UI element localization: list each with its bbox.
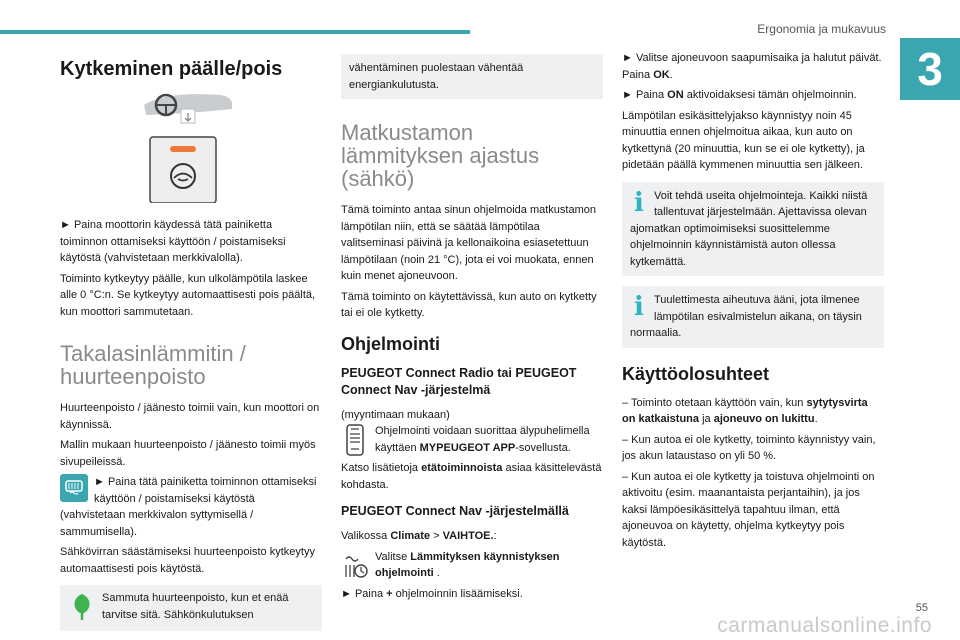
eco-leaf-icon	[68, 590, 96, 624]
para-takalasi-4: Sähkövirran säästämiseksi huurteenpoisto kytkeytyy automaattisesti pois käytöstä.	[60, 546, 315, 575]
climate-timer-icon	[341, 549, 369, 583]
para-kytkeminen-2: Toiminto kytkeytyy päälle, kun ulkolämpötila laskee alle 0 °C:n. Se kytkeytyy automaattisesti pois päältä, kun moottori sammutetaan.	[60, 272, 316, 318]
eco-tip-box: Sammuta huurteenpoisto, kun et enää tarvitse sitä. Sähkönkulutuksen	[60, 585, 322, 631]
heading-nav: PEUGEOT Connect Nav -järjestelmällä	[341, 504, 569, 518]
para-takalasi-1: Huurteenpoisto / jäänesto toimii vain, kun moottori on käynnissä.	[60, 402, 320, 431]
heading-radio: PEUGEOT Connect Radio tai PEUGEOT Connect Nav -järjestelmä	[341, 365, 577, 397]
para-ajastus-1: Tämä toiminto antaa sinun ohjelmoida matkustamon lämpötilan niin, että se säätää lämpötilaa valitseminasi päivinä ja kellonaikoina esiasetettuun lämpötilaan (noin 21 °C), jota ei voi muokata, ennen kuin menet ajoneuvoon.	[341, 204, 596, 282]
heading-kytkeminen: Kytkeminen päälle/pois	[60, 58, 283, 80]
para-ajastus-2: Tämä toiminto on käytettävissä, kun auto on kytketty tai ei ole kytketty.	[341, 290, 597, 319]
para-esikasittely: Lämpötilan esikäsittelyjakso käynnistyy noin 45 minuuttia ennen ohjelmoitua aikaa, kun auto on kytkettynä (20 minuuttia, kun se ei ole kytketty), ja pidetään päällä kymmenen minuuttia sen jälkeen.	[622, 109, 865, 171]
heading-ajastus: Matkustamon lämmityksen ajastus (sähkö)	[341, 120, 540, 191]
column-1	[60, 50, 322, 639]
para-lisaa: ► Paina + ohjelmoinnin lisäämiseksi.	[341, 587, 523, 600]
rear-defrost-icon	[60, 474, 88, 502]
info-icon: i	[634, 187, 644, 218]
para-kaytto-2: – Kun autoa ei ole kytketty, toiminto käynnistyy vain, jos akun lataustaso on yli 50 %.	[622, 433, 876, 462]
para-etatoiminnot: Katso lisätietoja etätoiminnoista asiaa käsittelevästä kohdasta.	[341, 462, 602, 491]
page-number: 55	[915, 602, 928, 614]
header-title: Ergonomia ja mukavuus	[757, 22, 886, 36]
header-bar	[0, 30, 470, 34]
steering-wheel-illustration	[60, 91, 322, 203]
smartphone-icon	[341, 423, 369, 457]
para-valikko: Valikossa Climate > VAIHTOE.:	[341, 530, 497, 542]
para-aktivoi: ► Paina ON aktivoidaksesi tämän ohjelmoinnin.	[622, 89, 857, 101]
para-kytkeminen-1: ► Paina moottorin käydessä tätä painiketta toiminnon ottamiseksi käyttöön / poistamiseksi käytöstä (vahvistetaan merkkivalolla).	[60, 219, 286, 264]
para-app: Ohjelmointi voidaan suorittaa älypuhelimella käyttäen MYPEUGEOT APP-sovellusta.	[341, 423, 603, 456]
heading-ohjelmointi: Ohjelmointi	[341, 333, 440, 354]
heading-kaytto: Käyttöolosuhteet	[622, 363, 770, 384]
eco-tip-continued: vähentäminen puolestaan vähentää energiankulutusta.	[341, 54, 603, 99]
heated-steering-button-illustration	[136, 91, 246, 203]
para-kaytto-1: – Toiminto otetaan käyttöön vain, kun sytytysvirta on katkaistuna ja ajoneuvo on lukittu.	[622, 396, 868, 425]
column-3	[622, 50, 884, 555]
watermark: carmanualsonline.info	[717, 614, 932, 637]
chapter-number: 3	[900, 38, 960, 100]
info-box-2: i Tuulettimesta aiheutuva ääni, jota ilmenee lämpötilan esivalmistelun aikana, on täysin normaalia.	[622, 286, 884, 348]
para-valitse: Valitse Lämmityksen käynnistyksen ohjelmointi .	[341, 549, 603, 582]
para-myyntimaa: (myyntimaan mukaan)	[341, 408, 450, 421]
para-takalasi-3: ► Paina tätä painiketta toiminnon ottamiseksi käyttöön / poistamiseksi käytöstä (vahvistetaan merkkivalon syttymisellä / sammumisella).	[60, 476, 317, 538]
column-2	[341, 50, 603, 606]
info-icon: i	[634, 292, 644, 322]
info-box-1: i Voit tehdä useita ohjelmointeja. Kaikki niistä tallentuvat järjestelmään. Ajettavissa olevan ajomatkan optimoimiseksi suosittelemme ohjelmoinnin käynnistämistä auton ollessa kytkemättä.	[622, 182, 884, 277]
para-takalasi-2: Mallin mukaan huurteenpoisto / jäänesto toimii myös sivupeileissä.	[60, 439, 316, 468]
para-kaytto-3: – Kun autoa ei ole kytketty ja toistuva ohjelmointi on aktivoitu (esim. maanantaista perjantaihin), ja jos kaksi lämpöesikäsittelyä tapahtuu ilman, että ajoneuvoa on käytetty, ohjelma kytkeytyy pois käytöstä.	[622, 470, 875, 549]
para-saapumisaika: ► Valitse ajoneuvoon saapumisaika ja halutut päivät. Paina OK.	[622, 52, 882, 81]
heading-takalasi: Takalasinlämmitin / huurteenpoisto	[60, 341, 246, 389]
